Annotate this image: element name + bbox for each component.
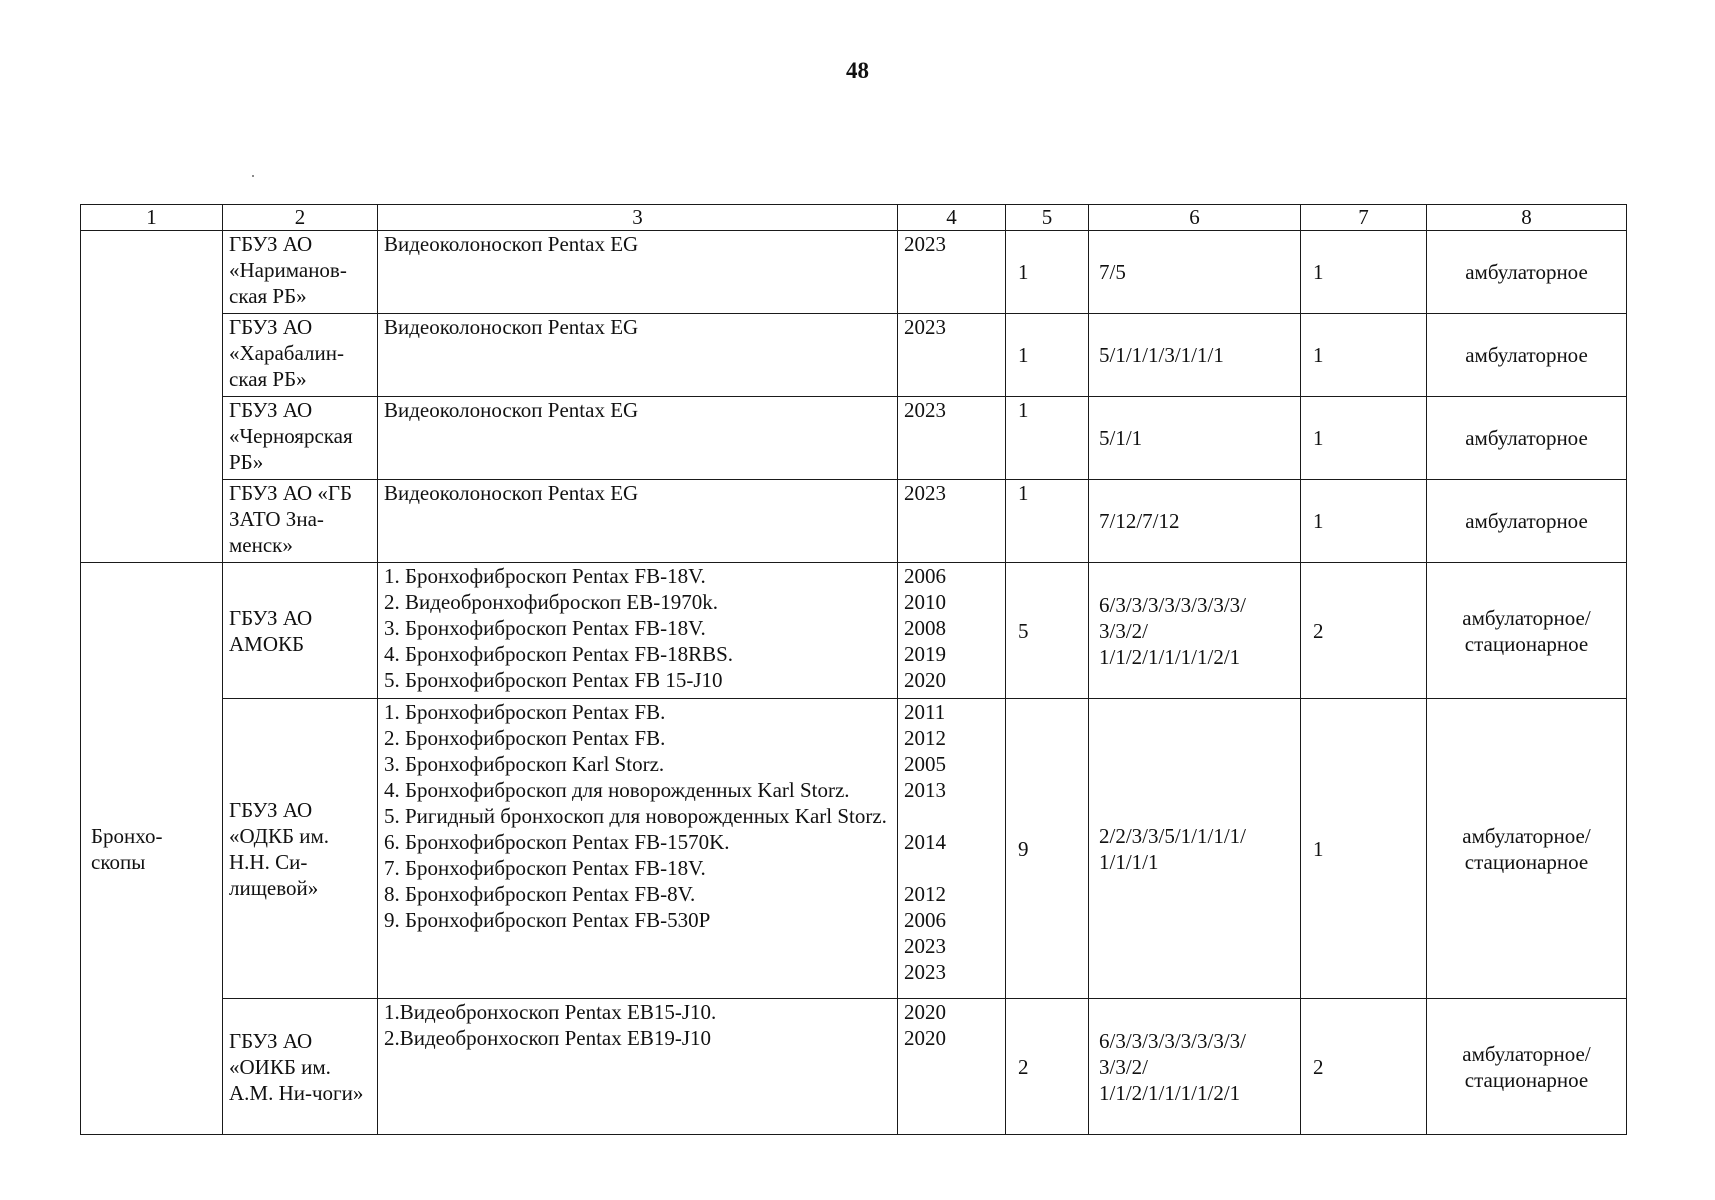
equipment-item: 2. Видеобронхофиброскоп EB-1970k.: [384, 590, 718, 614]
year-item: 2006: [904, 908, 946, 932]
institution-cell: ГБУЗ АО «ГБ ЗАТО Зна-менск»: [223, 480, 378, 563]
equipment-item: 1. Бронхофиброскоп Pentax FB.: [384, 700, 666, 724]
equipment-item: 4. Бронхофиброскоп для новорожденных Karl Storz.: [384, 778, 850, 802]
service-mode-cell: амбулаторное/ стационарное: [1427, 999, 1627, 1135]
quantity-cell: 1: [1006, 231, 1089, 314]
header-cell: 2: [223, 205, 378, 231]
year-item: 2012: [904, 726, 946, 750]
header-cell: 4: [898, 205, 1006, 231]
table-row: [81, 480, 1627, 563]
table-row: [81, 397, 1627, 480]
header-cell: 7: [1301, 205, 1427, 231]
shifts-cell: 2: [1301, 999, 1427, 1135]
shifts-cell: 1: [1301, 397, 1427, 480]
schedule-cell: 5/1/1/1/3/1/1/1: [1089, 314, 1301, 397]
equipment-item: Видеоколоноскоп Pentax EG: [384, 232, 639, 256]
year-cell: [898, 314, 1006, 397]
shifts-cell: 1: [1301, 699, 1427, 999]
shifts-cell: 1: [1301, 314, 1427, 397]
equipment-item: Видеоколоноскоп Pentax EG: [384, 481, 639, 505]
equipment-cell: [378, 563, 898, 699]
year-item: 2005: [904, 752, 946, 776]
equipment-item: Видеоколоноскоп Pentax EG: [384, 315, 639, 339]
year-cell: [898, 397, 1006, 480]
equipment-cell: [378, 314, 898, 397]
year-item: [904, 855, 999, 881]
year-item: 2023: [904, 315, 946, 339]
equipment-item: 3. Бронхофиброскоп Karl Storz.: [384, 752, 665, 776]
schedule-cell: 7/5: [1089, 231, 1301, 314]
institution-cell: ГБУЗ АО «ОДКБ им. Н.Н. Си-лищевой»: [223, 699, 378, 999]
schedule-cell: 6/3/3/3/3/3/3/3/3/ 3/3/2/ 1/1/2/1/1/1/1/2/1: [1089, 999, 1301, 1135]
institution-cell: ГБУЗ АО «ОИКБ им. А.М. Ни-чоги»: [223, 999, 378, 1135]
equipment-table: [80, 204, 1627, 1135]
year-item: 2010: [904, 590, 946, 614]
institution-cell: ГБУЗ АО «Черноярская РБ»: [223, 397, 378, 480]
year-item: 2023: [904, 232, 946, 256]
header-cell: 3: [378, 205, 898, 231]
quantity-cell: 2: [1006, 999, 1089, 1135]
year-item: 2006: [904, 564, 946, 588]
year-item: [904, 803, 999, 829]
quantity-cell: 1: [1006, 397, 1089, 480]
equipment-item: 3. Бронхофиброскоп Pentax FB-18V.: [384, 616, 706, 640]
schedule-cell: 5/1/1: [1089, 397, 1301, 480]
year-cell: [898, 231, 1006, 314]
equipment-item: 7. Бронхофиброскоп Pentax FB-18V.: [384, 856, 706, 880]
year-item: 2019: [904, 642, 946, 666]
header-cell: 1: [81, 205, 223, 231]
year-item: 2023: [904, 960, 946, 984]
quantity-cell: 5: [1006, 563, 1089, 699]
schedule-cell: 6/3/3/3/3/3/3/3/3/ 3/3/2/ 1/1/2/1/1/1/1/2/1: [1089, 563, 1301, 699]
service-mode-cell: амбулаторное/ стационарное: [1427, 563, 1627, 699]
equipment-cell: [378, 999, 898, 1135]
equipment-cell: [378, 397, 898, 480]
institution-cell: ГБУЗ АО «Нариманов-ская РБ»: [223, 231, 378, 314]
equipment-item: 1. Бронхофиброскоп Pentax FB-18V.: [384, 564, 706, 588]
quantity-cell: 1: [1006, 480, 1089, 563]
table-row: [81, 314, 1627, 397]
year-item: 2011: [904, 700, 946, 724]
year-item: 2023: [904, 398, 946, 422]
year-item: 2013: [904, 778, 946, 802]
year-item: 2008: [904, 616, 946, 640]
header-cell: 5: [1006, 205, 1089, 231]
table-row: [81, 563, 1627, 699]
year-cell: [898, 999, 1006, 1135]
year-item: 2023: [904, 934, 946, 958]
table-row: [81, 231, 1627, 314]
table-header-row: [81, 205, 1627, 231]
schedule-cell: 7/12/7/12: [1089, 480, 1301, 563]
shifts-cell: 1: [1301, 480, 1427, 563]
service-mode-cell: амбулаторное: [1427, 231, 1627, 314]
year-cell: [898, 699, 1006, 999]
shifts-cell: 2: [1301, 563, 1427, 699]
year-item: 2023: [904, 481, 946, 505]
equipment-item: 2.Видеобронхоскоп Pentax EB19-J10: [384, 1026, 711, 1050]
equipment-item: Видеоколоноскоп Pentax EG: [384, 398, 639, 422]
equipment-cell: [378, 231, 898, 314]
institution-cell: ГБУЗ АО «Харабалин-ская РБ»: [223, 314, 378, 397]
year-item: 2020: [904, 1026, 946, 1050]
header-cell: 8: [1427, 205, 1627, 231]
service-mode-cell: амбулаторное: [1427, 397, 1627, 480]
equipment-item: 1.Видеобронхоскоп Pentax EB15-J10.: [384, 1000, 717, 1024]
year-item: 2014: [904, 830, 946, 854]
group-name-cell: [81, 563, 223, 1135]
schedule-cell: 2/2/3/3/5/1/1/1/1/ 1/1/1/1: [1089, 699, 1301, 999]
equipment-item: 8. Бронхофиброскоп Pentax FB-8V.: [384, 882, 696, 906]
table-row: [81, 699, 1627, 999]
year-item: 2020: [904, 1000, 946, 1024]
service-mode-cell: амбулаторное/ стационарное: [1427, 699, 1627, 999]
year-cell: [898, 563, 1006, 699]
equipment-item: 4. Бронхофиброскоп Pentax FB-18RBS.: [384, 642, 734, 666]
institution-cell: ГБУЗ АО АМОКБ: [223, 563, 378, 699]
year-item: 2020: [904, 668, 946, 692]
equipment-item: 6. Бронхофиброскоп Pentax FB-1570K.: [384, 830, 730, 854]
scan-speck: [252, 175, 254, 177]
group-name: Бронхо-скопы: [91, 823, 163, 874]
year-item: 2012: [904, 882, 946, 906]
service-mode-cell: амбулаторное: [1427, 480, 1627, 563]
page-number: 48: [846, 58, 869, 83]
table-row: [81, 999, 1627, 1135]
equipment-item: 9. Бронхофиброскоп Pentax FB-530P: [384, 908, 711, 932]
equipment-item: 5. Бронхофиброскоп Pentax FB 15-J10: [384, 668, 723, 692]
equipment-cell: [378, 699, 898, 999]
group-name-cell: [81, 231, 223, 563]
equipment-cell: [378, 480, 898, 563]
shifts-cell: 1: [1301, 231, 1427, 314]
equipment-item: 5. Ригидный бронхоскоп для новорожденных Karl Storz.: [384, 804, 887, 828]
service-mode-cell: амбулаторное: [1427, 314, 1627, 397]
year-cell: [898, 480, 1006, 563]
equipment-item: 2. Бронхофиброскоп Pentax FB.: [384, 726, 666, 750]
quantity-cell: 9: [1006, 699, 1089, 999]
header-cell: 6: [1089, 205, 1301, 231]
quantity-cell: 1: [1006, 314, 1089, 397]
